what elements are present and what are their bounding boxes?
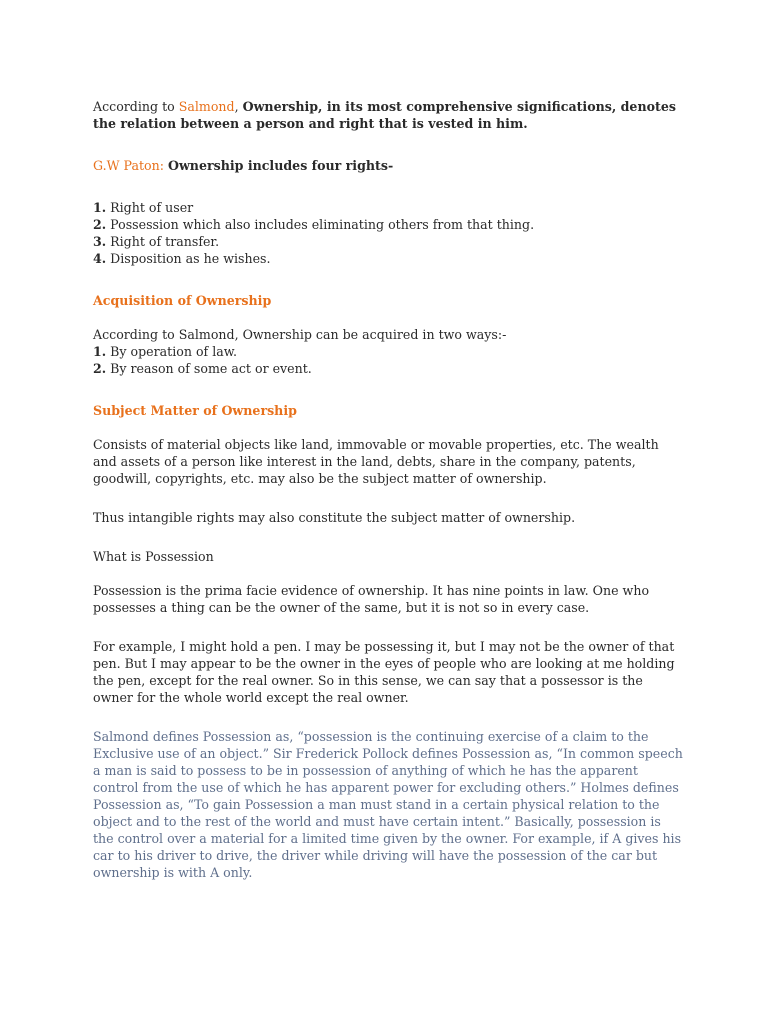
paton-paragraph (93, 157, 683, 174)
intro-author: Salmond (178, 99, 235, 114)
subject-paragraph-1: Consists of material objects like land, immovable or movable properties, etc. The wealth and assets of a person like interest in the land, debts, share in the company, patents, goodwill, copyrights, etc. may also be the subject matter of ownership. (93, 437, 659, 486)
list-item-text: Right of transfer. (106, 234, 220, 249)
intro-comma: , (234, 99, 243, 114)
subject-heading: Subject Matter of Ownership (93, 403, 297, 418)
list-item-number: 4. (93, 251, 107, 266)
list-item (93, 216, 683, 233)
list-item-number: 2. (93, 217, 107, 232)
possession-definitions-paragraph: Salmond defines Possession as, “possession is the continuing exercise of a claim to the Exclusive use of an object.” Sir Frederick Pollock defines Possession as, “In common speech a man is said to possess to be in possession of anything of which he has the apparent control from the use of which he has apparent power for excluding others.” Holmes defines Possession as, “To gain Possession a man must stand in a certain physical relation to the object and to the rest of the world and must have certain intent.” Basically, possession is the control over a material for a limited time given by the owner. For example, if A gives his car to his driver to drive, the driver while driving will have the possession of the car but ownership is with A only. (93, 729, 683, 880)
possession-heading: What is Possession (93, 549, 214, 564)
document-page (93, 98, 683, 881)
list-item-number: 2. (93, 361, 107, 376)
list-item-number: 1. (93, 344, 107, 359)
list-item (93, 360, 683, 377)
list-item (93, 250, 683, 267)
paton-statement: Ownership includes four rights- (167, 158, 394, 173)
acquisition-section (93, 326, 683, 377)
acquisition-intro: According to Salmond, Ownership can be acquired in two ways:- (93, 327, 507, 342)
list-item (93, 233, 683, 250)
intro-prefix: According to (93, 99, 179, 114)
list-item-text: By operation of law. (106, 344, 238, 359)
list-item-text: Right of user (106, 200, 194, 215)
list-item-number: 3. (93, 234, 107, 249)
intro-definition: Ownership, in its most comprehensive significations, denotes the relation between a person and right that is vested in him. (93, 99, 676, 131)
rights-list (93, 199, 683, 267)
list-item (93, 343, 683, 360)
subject-paragraph-2: Thus intangible rights may also constitute the subject matter of ownership. (93, 510, 576, 525)
list-item (93, 199, 683, 216)
paton-author: G.W Paton: (93, 158, 168, 173)
possession-paragraph-1: Possession is the prima facie evidence of ownership. It has nine points in law. One who possesses a thing can be the owner of the same, but it is not so in every case. (93, 583, 650, 615)
list-item-text: Possession which also includes eliminating others from that thing. (106, 217, 535, 232)
intro-paragraph (93, 98, 683, 132)
list-item-text: Disposition as he wishes. (106, 251, 271, 266)
acquisition-heading: Acquisition of Ownership (93, 293, 272, 308)
possession-paragraph-2: For example, I might hold a pen. I may be possessing it, but I may not be the owner of that pen. But I may appear to be the owner in the eyes of people who are looking at me holding the pen, except for the real owner. So in this sense, we can say that a possessor is the owner for the whole world except the real owner. (93, 639, 675, 705)
list-item-number: 1. (93, 200, 107, 215)
list-item-text: By reason of some act or event. (106, 361, 312, 376)
